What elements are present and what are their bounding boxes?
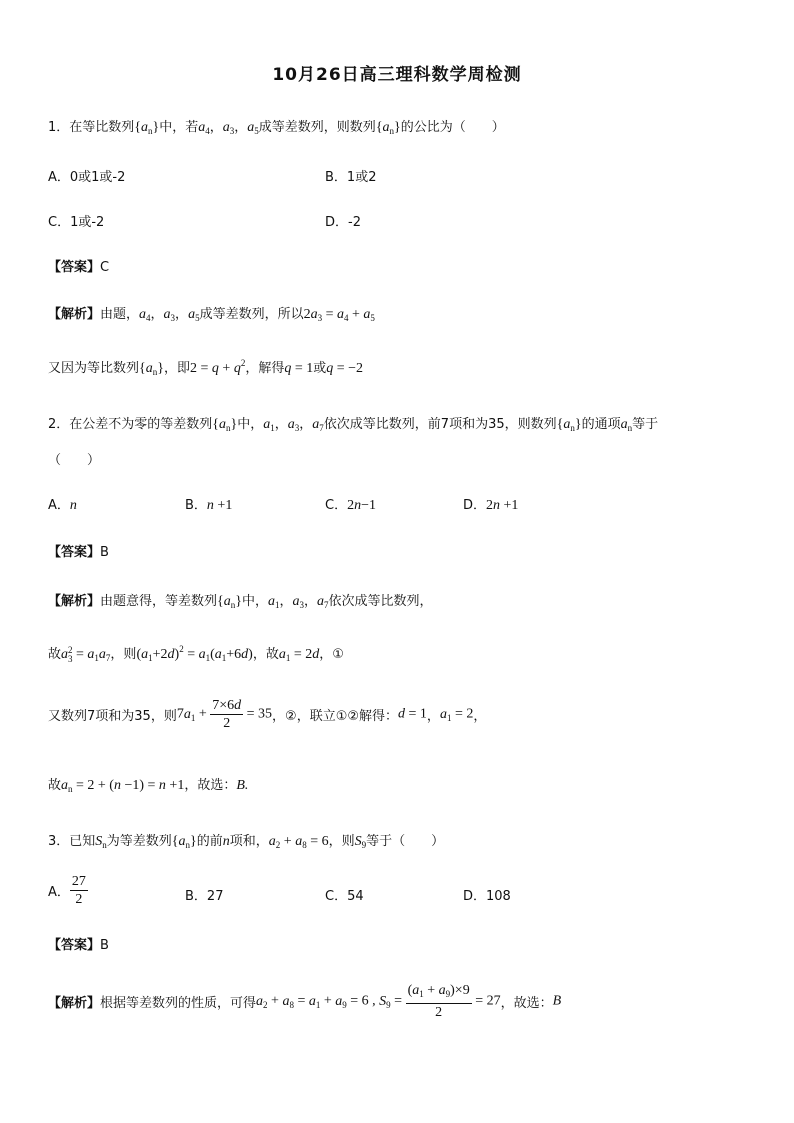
q3-option-c: C．54	[325, 889, 364, 904]
q2-analysis-line4: 故$a_n = 2 + (n -1) = n +1$，故选：B.	[48, 778, 249, 794]
q2-analysis-line2: 故a 2 3 = $a_1a_7$，则$(a_1+2d)^2 = a_1(a_1+6d)$，故$a_1 = 2d$，①	[48, 644, 344, 664]
q1-option-a: A．0或1或-2	[48, 170, 126, 185]
q1-option-d: D．-2	[325, 215, 361, 230]
q1-analysis: 【解析】由题，$a_4$，$a_3$，$a_5$成等差数列，所以$2a_3 = a_4 + a_5$	[48, 307, 375, 323]
q3-option-d: D．108	[463, 889, 511, 904]
q1-analysis-line2: 又因为等比数列$\{a_n\}$，即$2 = q + q^2$，解得q = 1或q = −2	[48, 358, 364, 377]
fraction-27-over-2: $\frac{27}{2}$	[71, 874, 86, 907]
q3-answer: 【答案】B	[48, 938, 109, 953]
q2-option-d: D．2n +1	[463, 498, 519, 513]
q1-option-b: B．1或2	[325, 170, 377, 185]
q2-option-b: B．n +1	[185, 498, 233, 513]
q2-answer: 【答案】B	[48, 545, 109, 560]
q3-option-a: A． $\frac{27}{2}$	[48, 874, 86, 907]
q2-stem-paren: （ ）	[48, 453, 101, 468]
page-title: 10月26日高三理科数学周检测	[272, 65, 522, 85]
q2-stem: 2．在公差不为零的等差数列$\{a_n\}$中，$a_1$，$a_3$，$a_7$依次成等比数列，前7项和为35，则数列$\{a_n\}$的通项$a_n$等于	[48, 417, 659, 433]
q2-analysis-line3: 又数列7项和为35，则$7a_1$ + $\frac{7\times 6d}{2}$ = 35，②，联立①②解得：d = 1，$a_1 = 2$，	[48, 698, 487, 731]
q3-option-b: B．27	[185, 889, 224, 904]
fraction-s9: $\frac{(a_1 + a_9)\times 9}{2}$	[407, 983, 470, 1020]
q2-analysis: 【解析】由题意得，等差数列$\{a_n\}$中，$a_1$，$a_3$，$a_7$依次成等比数列，	[48, 594, 433, 610]
fraction-7x6d-over-2: $\frac{7\times 6d}{2}$	[212, 698, 242, 731]
q3-stem: 3．已知$S_n$为等差数列$\{a_n\}$的前n项和，$a_2 + a_8 = 6$，则$S_9$等于（ ）	[48, 834, 445, 850]
q3-analysis: 【解析】根据等差数列的性质，可得$a_2 + a_8 = a_1 + a_9 = 6$ , $S_9$ = $\frac{(a_1 + a_9)\times 9}{2}$ = 27，故选：B	[48, 983, 562, 1020]
q2-option-c: C．2n−1	[325, 498, 376, 513]
q2-option-a: A．n	[48, 498, 77, 513]
q1-option-c: C．1或-2	[48, 215, 105, 230]
q1-stem: 1．在等比数列$\{a_n\}$中，若$a_4$，$a_3$，$a_5$成等差数列，则数列$\{a_n\}$的公比为（ ）	[48, 120, 505, 136]
q1-answer: 【答案】C	[48, 260, 110, 275]
